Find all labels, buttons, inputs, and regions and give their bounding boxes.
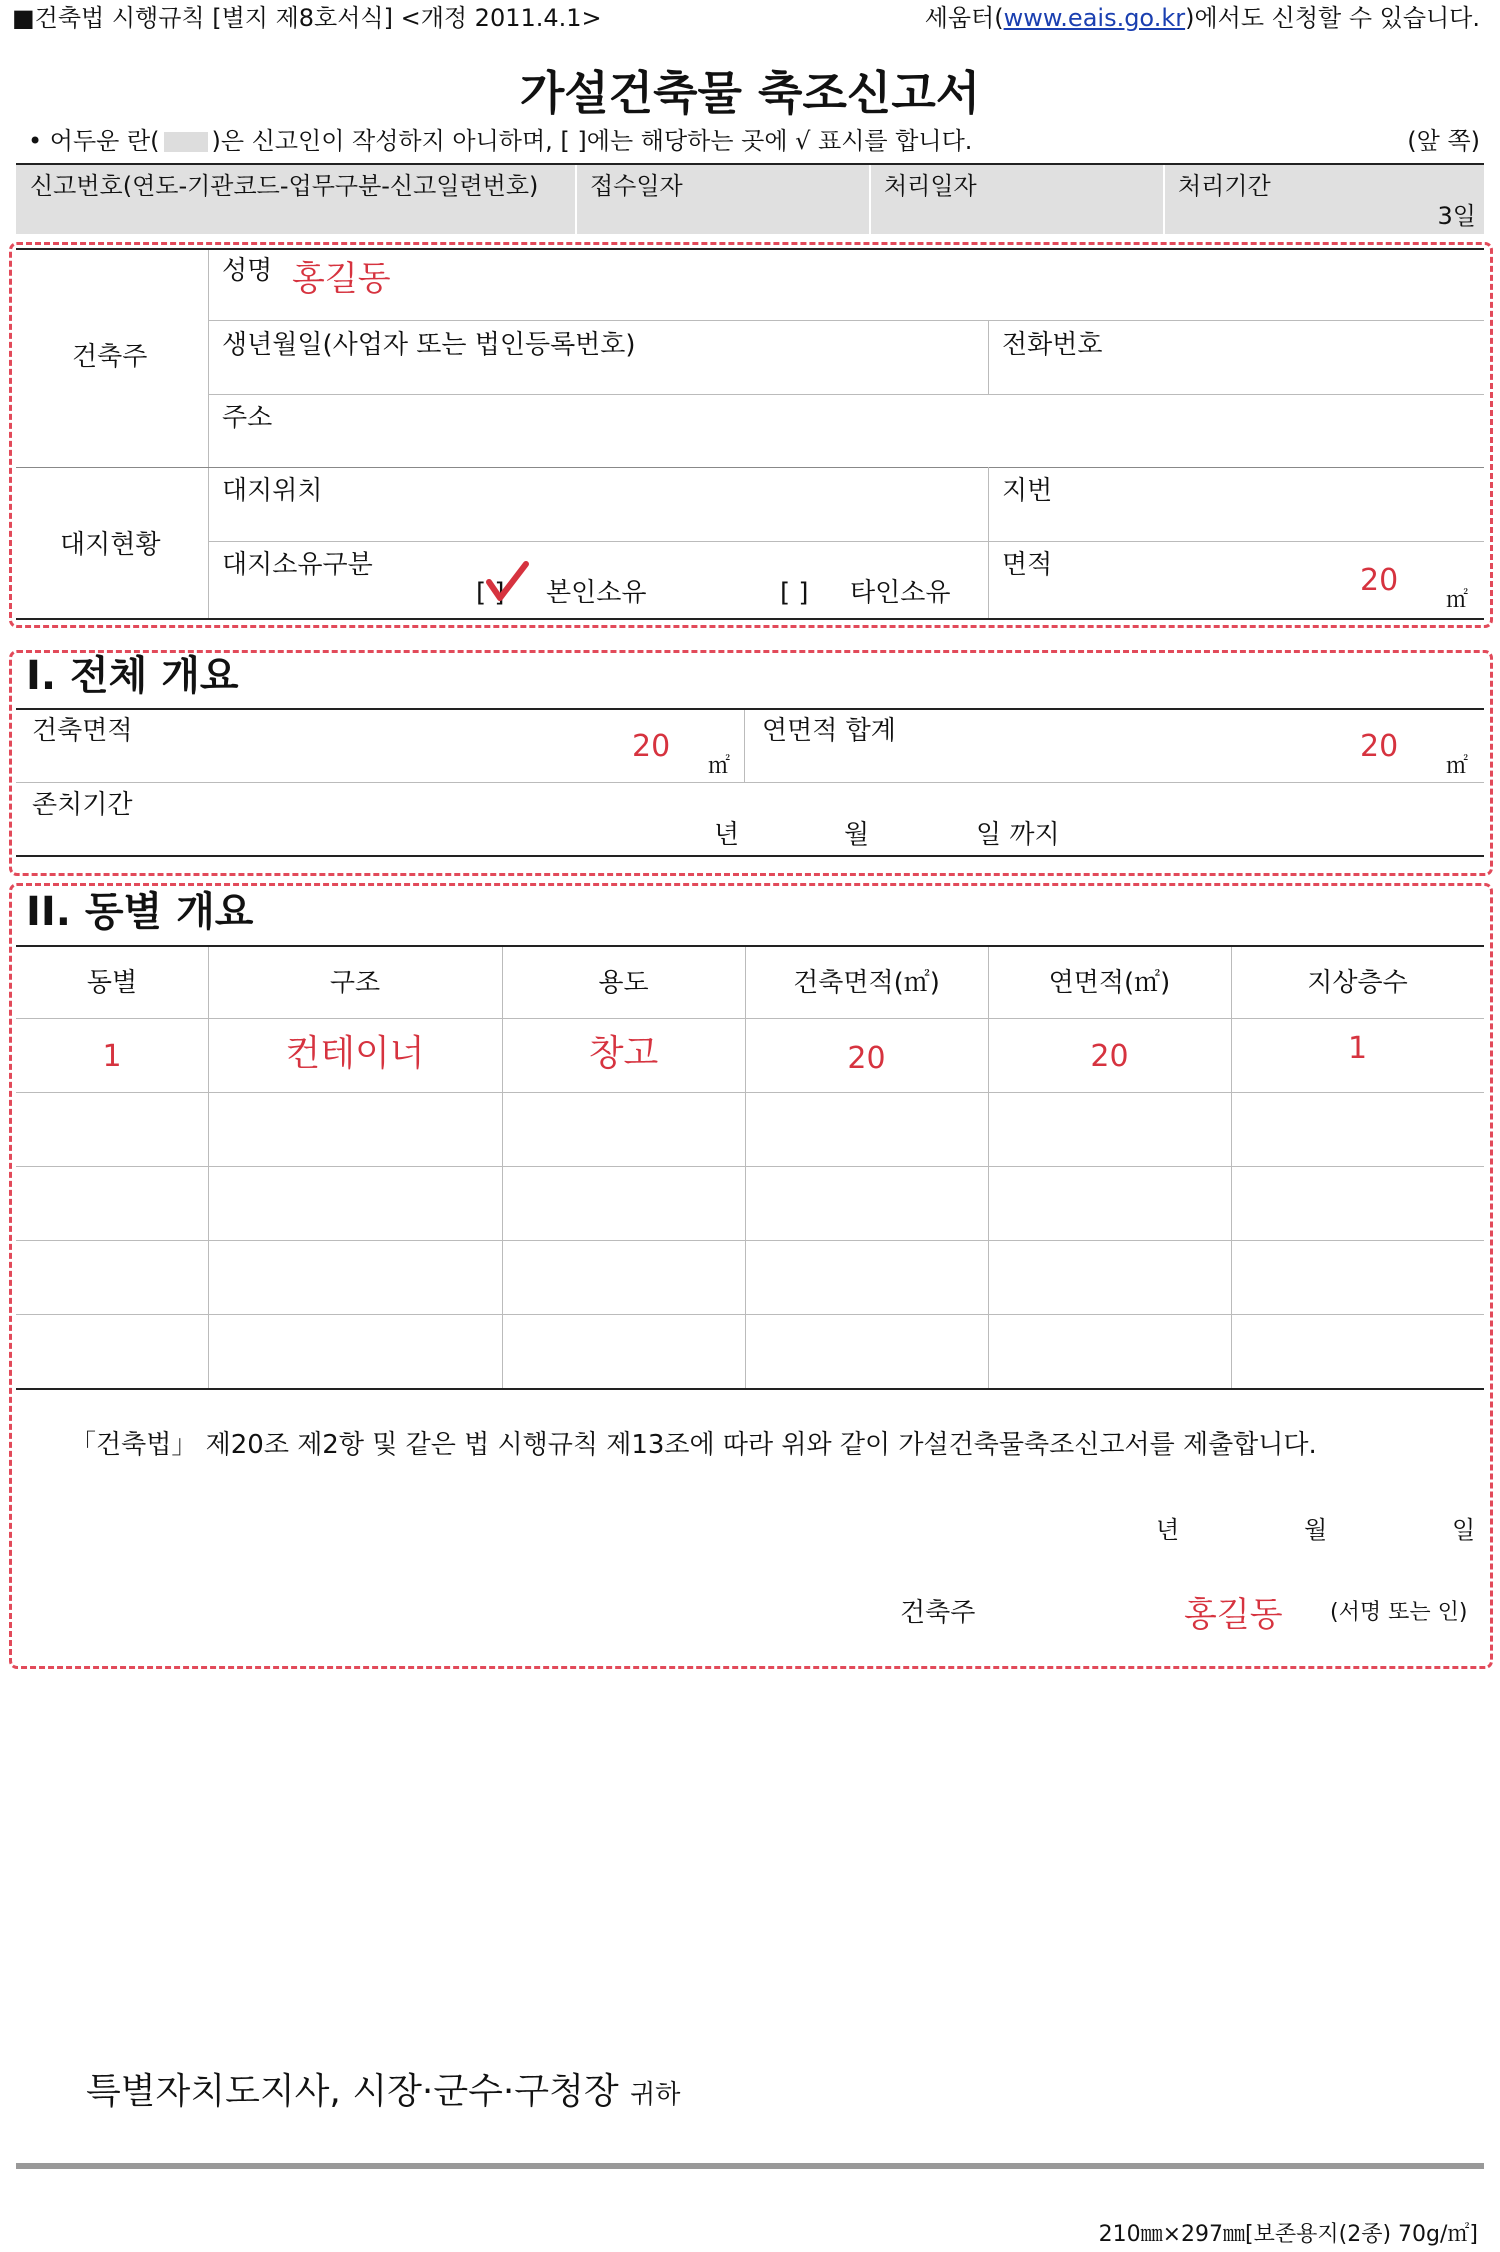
addressee-main: 특별자치도지사, 시장·군수·구청장	[86, 2071, 619, 2112]
site-bottom-border	[16, 618, 1484, 620]
lot-number-label: 지번	[1002, 476, 1053, 506]
column-header: 용도	[598, 968, 649, 998]
declaration-month: 월	[1304, 1516, 1328, 1544]
birth-label: 생년월일(사업자 또는 법인등록번호)	[222, 330, 636, 360]
form-reference: ■건축법 시행규칙 [별지 제8호서식] <개정 2011.4.1>	[12, 4, 602, 32]
footer-rule	[16, 2163, 1484, 2169]
check-mark-icon	[486, 560, 530, 604]
row-building-area[interactable]: 20	[847, 1041, 886, 1076]
duration-month: 월	[844, 820, 870, 850]
site-area-label: 면적	[1002, 550, 1053, 580]
table-col-divider	[208, 947, 209, 1388]
site-row-line	[208, 541, 1484, 542]
eais-link[interactable]: www.eais.go.kr	[1003, 4, 1186, 32]
total-area-unit: ㎡	[1446, 754, 1469, 779]
building-area-value[interactable]: 20	[632, 729, 671, 764]
own-checkbox[interactable]: [ ]	[476, 578, 505, 608]
receipt-top-border	[16, 163, 1484, 165]
row-total-area[interactable]: 20	[1090, 1039, 1129, 1074]
other-label: 타인소유	[850, 578, 951, 608]
declaration-day: 일	[1452, 1516, 1476, 1544]
column-header: 건축면적(㎡)	[793, 968, 940, 998]
ownership-label: 대지소유구분	[222, 550, 373, 580]
overview-title: I. 전체 개요	[26, 653, 239, 699]
table-row-line	[16, 1240, 1484, 1241]
column-header: 구조	[329, 968, 381, 998]
duration-label: 존치기간	[32, 790, 133, 820]
declaration-year: 년	[1156, 1516, 1180, 1544]
processed-date-label: 처리일자	[884, 172, 977, 200]
owner-site-divider	[16, 467, 1484, 468]
table-col-divider	[988, 947, 989, 1388]
address-label: 주소	[222, 403, 273, 433]
processing-period-label: 처리기간	[1178, 172, 1271, 200]
table-header-line	[16, 1018, 1484, 1019]
row-usage[interactable]: 창고	[588, 1033, 659, 1074]
table-bottom-border	[16, 1388, 1484, 1390]
addressee	[86, 2071, 681, 2112]
notice-post: )에서도 신청할 수 있습니다.	[1185, 4, 1480, 32]
receipt-divider	[575, 165, 577, 234]
paper-spec: 210㎜×297㎜[보존용지(2종) 70g/㎡]	[1098, 2222, 1478, 2247]
overview-top-border	[16, 708, 1484, 710]
duration-year: 년	[714, 820, 740, 850]
phone-label: 전화번호	[1002, 330, 1103, 360]
site-location-label: 대지위치	[222, 476, 323, 506]
site-area-unit: ㎡	[1446, 588, 1469, 613]
owner-section-label: 건축주	[72, 342, 148, 372]
site-col-divider	[988, 467, 989, 620]
row-structure[interactable]: 컨테이너	[285, 1033, 425, 1074]
instruction-text	[28, 129, 972, 153]
table-col-divider	[502, 947, 503, 1388]
owner-row-line	[208, 394, 1484, 395]
per-building-section-highlight	[9, 883, 1493, 1669]
overview-row-line	[16, 782, 1484, 783]
building-area-unit: ㎡	[708, 754, 731, 779]
receipt-divider	[869, 165, 871, 234]
overview-bottom-border	[16, 855, 1484, 857]
table-row-line	[16, 1314, 1484, 1315]
table-row-line	[16, 1092, 1484, 1093]
instruction-part-b: )은 신고인이 작성하지 아니하며, [ ]에는 해당하는 곳에 √ 표시를 합니다.	[211, 127, 973, 155]
receipt-divider	[1163, 165, 1165, 234]
per-building-title: II. 동별 개요	[26, 889, 254, 935]
page-title: 가설건축물 축조신고서	[519, 66, 981, 120]
table-col-divider	[1231, 947, 1232, 1388]
site-section-label: 대지현황	[60, 530, 161, 560]
column-header: 동별	[86, 968, 138, 998]
owner-name-value[interactable]: 홍길동	[292, 259, 391, 299]
column-header: 지상층수	[1307, 968, 1408, 998]
table-top-border	[16, 945, 1484, 947]
owner-row-line	[208, 320, 1484, 321]
online-notice	[925, 6, 1480, 30]
report-number-label: 신고번호(연도-기관코드-업무구분-신고일련번호)	[30, 172, 539, 200]
site-area-value[interactable]: 20	[1360, 563, 1399, 598]
duration-day-until: 일 까지	[976, 820, 1060, 850]
instruction-part-a: • 어두운 란(	[28, 127, 160, 155]
column-header: 연면적(㎡)	[1048, 968, 1171, 998]
table-col-divider	[745, 947, 746, 1388]
shaded-sample	[164, 132, 208, 152]
owner-top-border	[16, 248, 1484, 250]
declaration-text: 「건축법」 제20조 제2항 및 같은 법 시행규칙 제13조에 따라 위와 같이 가설건축물축조신고서를 제출합니다.	[70, 1430, 1317, 1460]
total-area-value[interactable]: 20	[1360, 729, 1399, 764]
own-label: 본인소유	[546, 578, 647, 608]
section-label-divider	[208, 250, 209, 620]
birth-phone-divider	[988, 320, 989, 394]
building-area-label: 건축면적	[32, 716, 133, 746]
processing-period-value: 3일	[1437, 202, 1476, 230]
table-row-line	[16, 1166, 1484, 1167]
notice-pre: 세움터(	[924, 4, 1004, 32]
row-floors[interactable]: 1	[1347, 1031, 1368, 1066]
signer-name[interactable]: 홍길동	[1184, 1595, 1283, 1635]
overview-col-divider	[744, 710, 745, 782]
received-date-label: 접수일자	[590, 172, 683, 200]
other-checkbox[interactable]: [ ]	[780, 578, 809, 608]
signer-label: 건축주	[900, 1598, 976, 1628]
row-building-number[interactable]: 1	[102, 1039, 122, 1074]
sign-note: (서명 또는 인)	[1330, 1600, 1468, 1625]
name-label: 성명	[222, 256, 273, 286]
addressee-suffix: 귀하	[630, 2080, 681, 2110]
side-indicator: (앞 쪽)	[1407, 127, 1480, 155]
total-area-label: 연면적 합계	[762, 716, 896, 746]
